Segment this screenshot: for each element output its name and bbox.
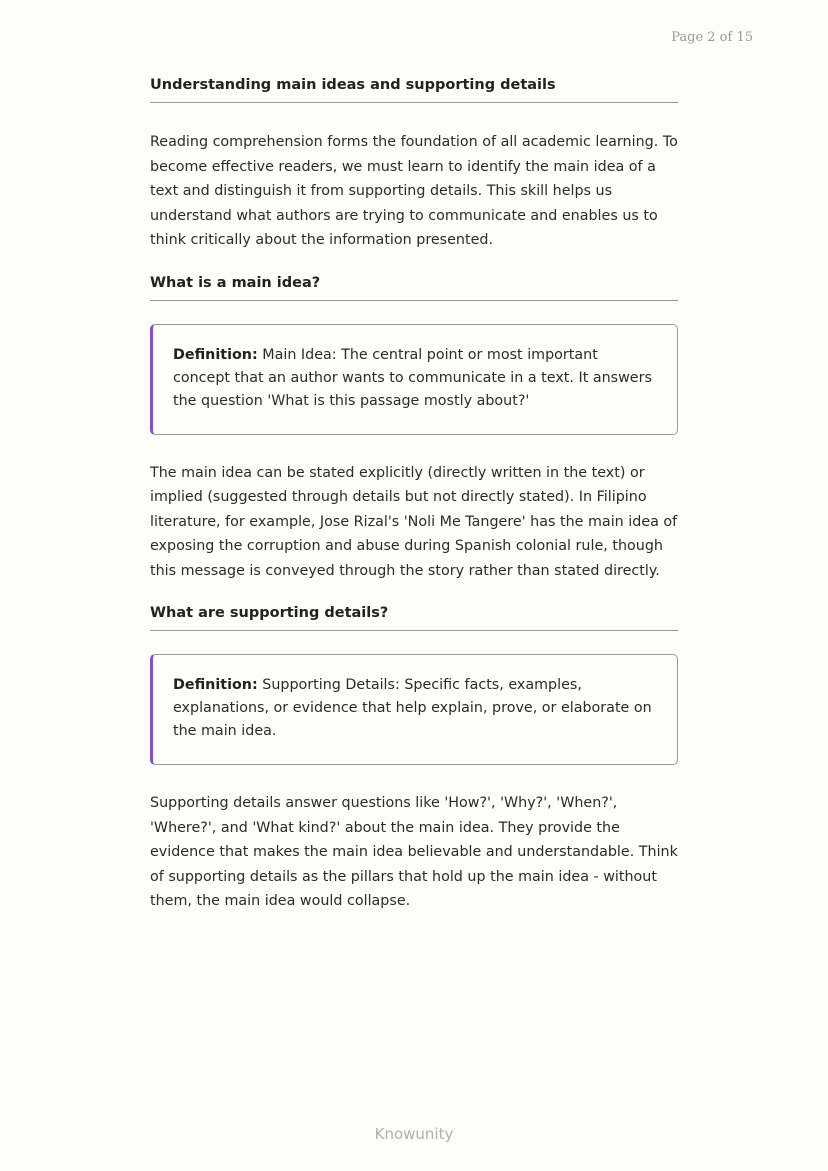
section-heading-main-ideas: Understanding main ideas and supporting details — [150, 77, 678, 103]
definition-box-supporting-details — [150, 654, 678, 765]
section-heading-supporting-details: What are supporting details? — [150, 605, 678, 631]
definition-text: Supporting Details: Specific facts, examples, explanations, or evidence that help explain, prove, or elaborate on the main idea. — [173, 677, 652, 739]
intro-paragraph: Reading comprehension forms the foundation of all academic learning. To become effective readers, we must learn to identify the main idea of a text and distinguish it from supporting details. This skill helps us understand what authors are trying to communicate and enables us to think critically about the information presented. — [150, 134, 678, 248]
definition-label: Definition: — [173, 677, 258, 693]
definition-text: Main Idea: The central point or most important concept that an author wants to communicate in a text. It answers the question 'What is this passage mostly about?' — [173, 346, 652, 409]
page-number: Page 2 of 15 — [671, 30, 753, 45]
section-heading-main-idea: What is a main idea? — [150, 275, 678, 301]
document-body — [150, 77, 678, 914]
main-idea-paragraph: The main idea can be stated explicitly (directly written in the text) or implied (suggested through details but not directly stated). In Filipino literature, for example, Jose Rizal's 'Noli Me Tangere' has the main idea of exposing the corruption and abuse during Spanish colonial rule, though this message is conveyed through the story rather than stated directly. — [150, 464, 678, 579]
definition-label: Definition: — [173, 346, 258, 363]
footer-brand: Knowunity — [374, 1125, 454, 1143]
definition-box-main-idea — [150, 324, 678, 435]
supporting-details-paragraph: Supporting details answer questions like 'How?', 'Why?', 'When?', 'Where?', and 'What kind?' about the main idea. They provide the evidence that makes the main idea believable and understandable. Think of supporting details as the pillars that hold up the main idea - without them, the main idea would collapse. — [150, 795, 678, 909]
